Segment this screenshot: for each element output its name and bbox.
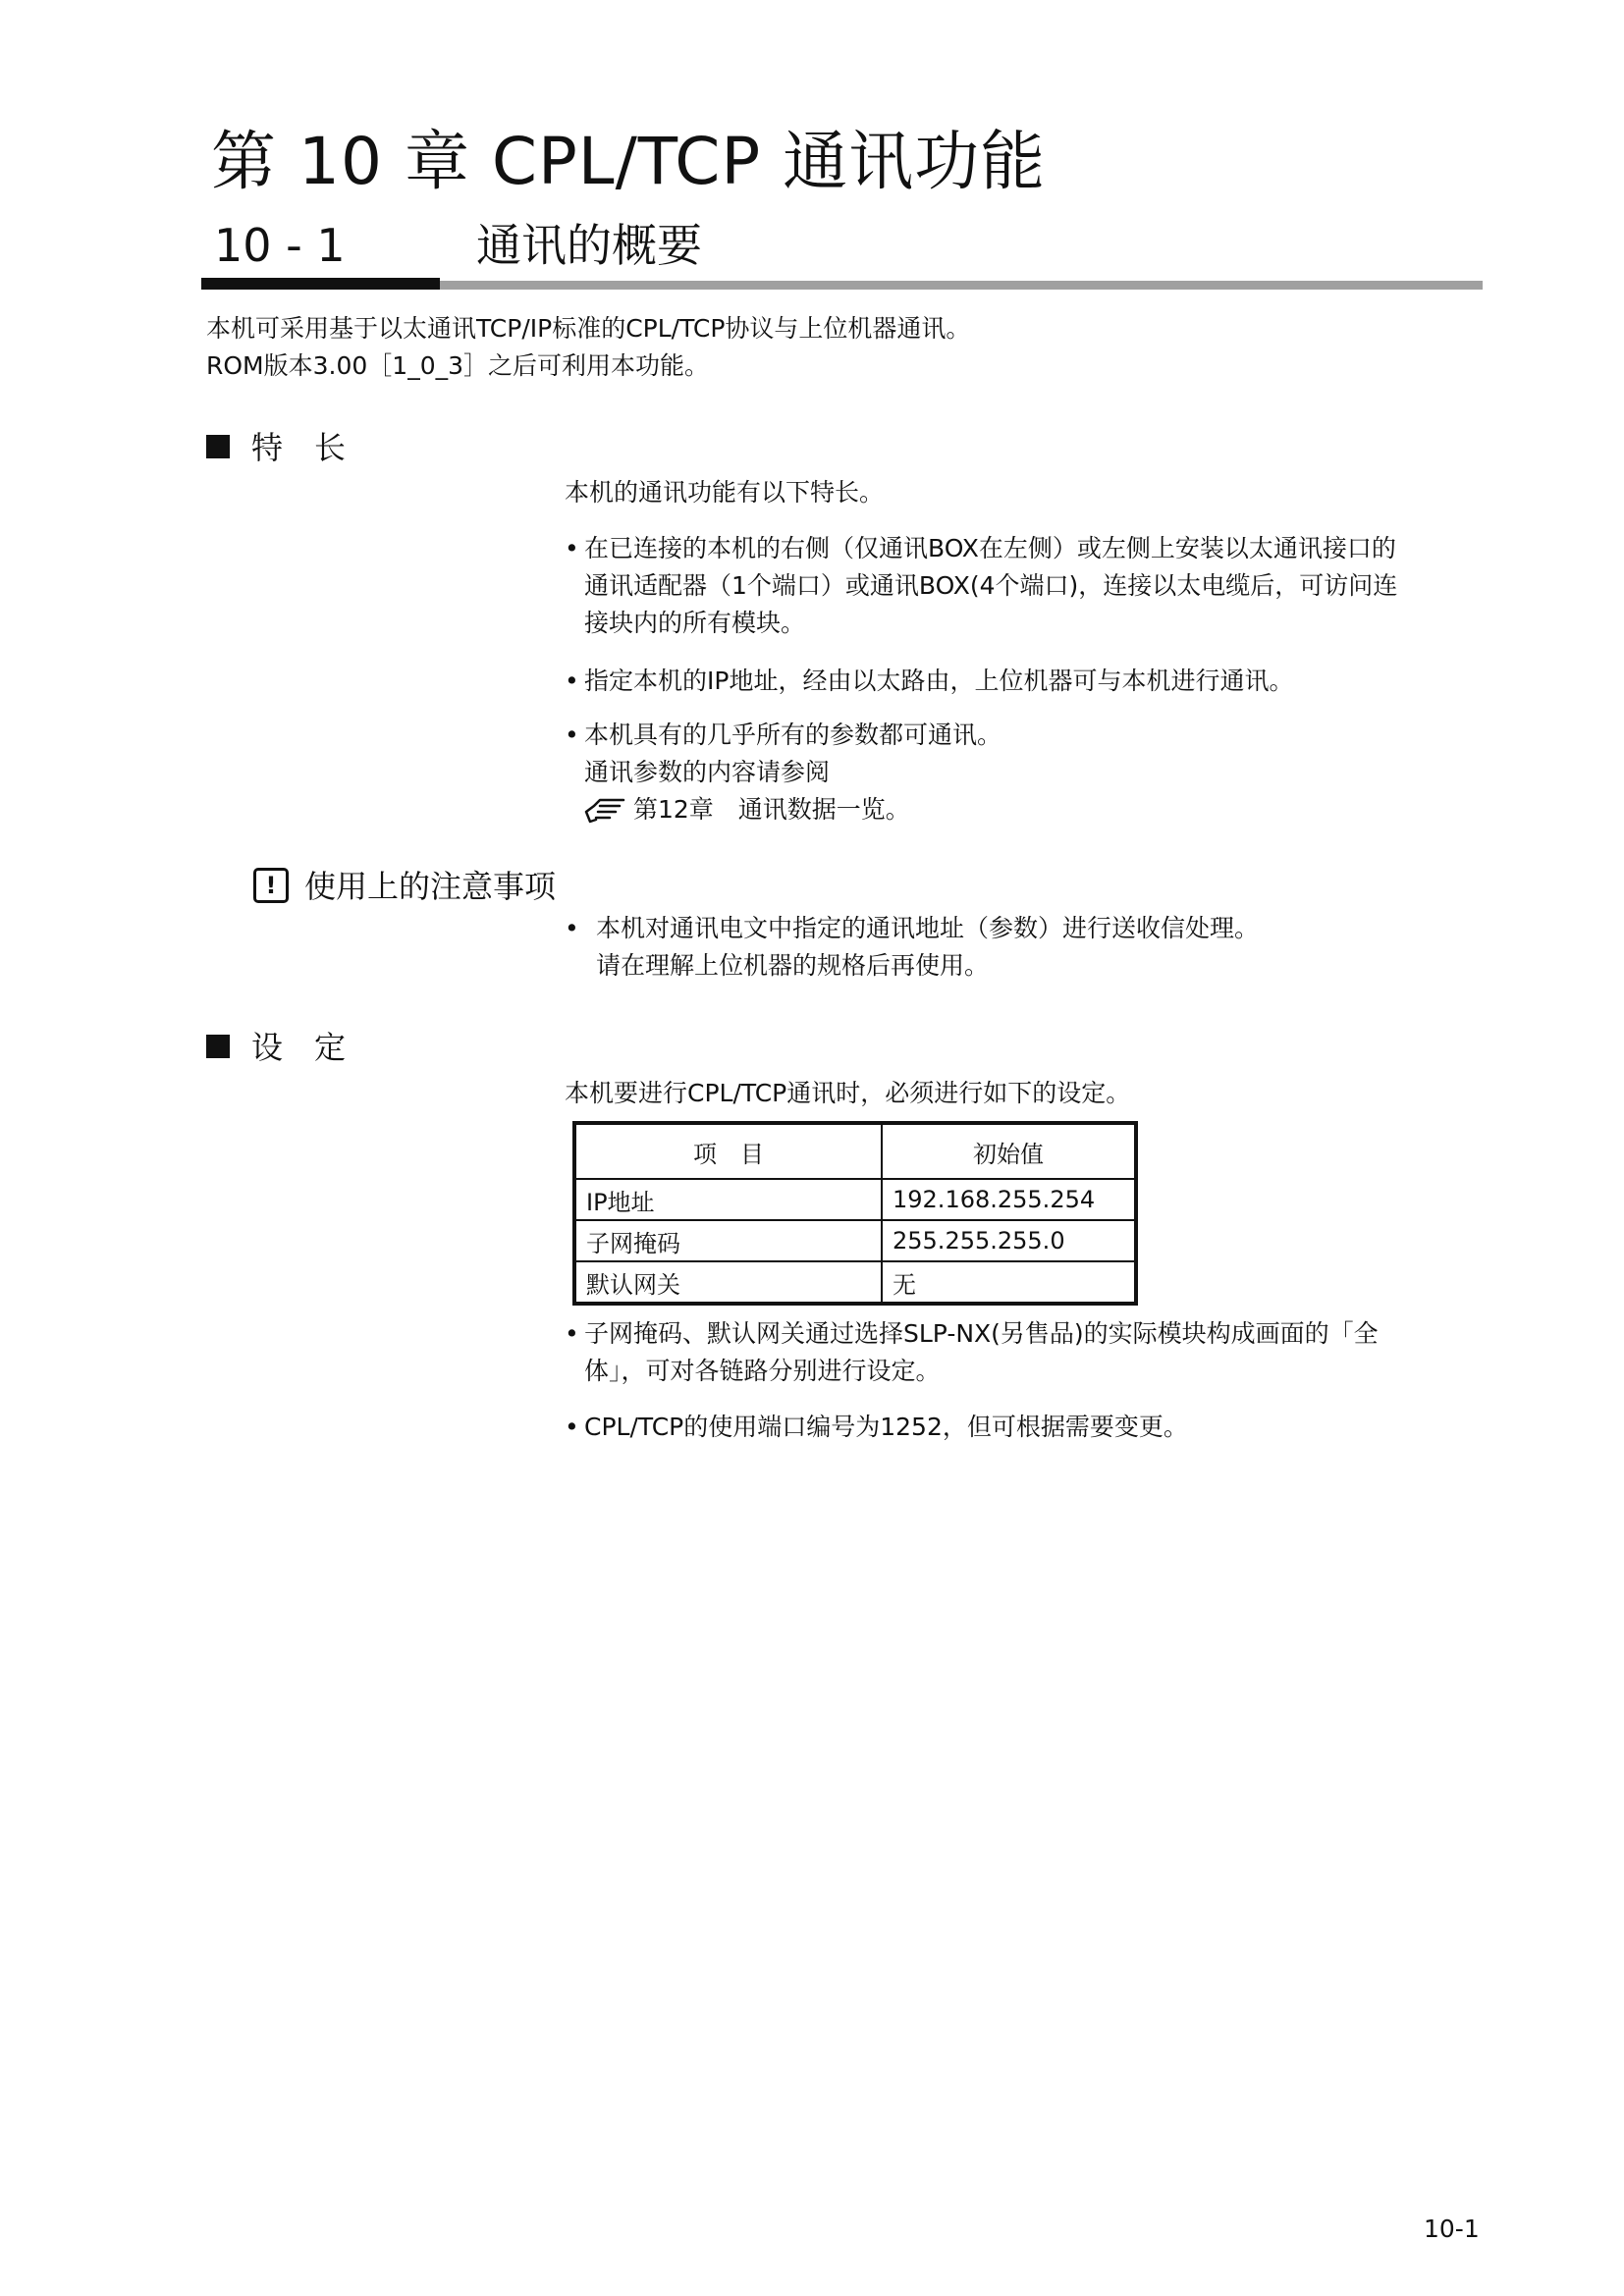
bullet-text: 接块内的所有模块。 <box>584 609 806 637</box>
table-row <box>574 1220 1136 1261</box>
intro-line: ROM版本3.00［1_0_3］之后可利用本功能。 <box>206 351 710 380</box>
bullet-mark: • <box>565 721 579 749</box>
settings-note-1 <box>565 1315 1379 1390</box>
note-text: 体」，可对各链路分别进行设定。 <box>584 1357 941 1385</box>
settings-note-2 <box>565 1409 1188 1446</box>
table-row <box>574 1179 1136 1220</box>
table-cell-value: 192.168.255.254 <box>882 1179 1136 1220</box>
table-cell-item: IP地址 <box>574 1179 882 1220</box>
table-cell-item: 默认网关 <box>574 1261 882 1304</box>
reference-text: 第12章 通讯数据一览。 <box>633 795 910 824</box>
caution-note <box>565 910 1259 985</box>
bullet-mark: • <box>565 534 579 562</box>
bullet-mark: • <box>565 667 579 695</box>
caution-heading-text: 使用上的注意事项 <box>304 868 557 905</box>
table-cell-value: 255.255.255.0 <box>882 1220 1136 1261</box>
table-header-item: 项 目 <box>574 1123 882 1179</box>
chapter-title: 第 10 章 CPL/TCP 通讯功能 <box>211 124 1047 199</box>
page-number: 10-1 <box>1424 2215 1480 2243</box>
features-bullet-1 <box>565 530 1397 642</box>
section-number: 10 - 1 <box>214 219 346 272</box>
square-bullet-icon <box>206 435 230 458</box>
section-rule-light <box>440 281 1483 290</box>
note-text: 子网掩码、默认网关通过选择SLP-NX(另售品)的实际模块构成画面的「全 <box>584 1319 1379 1348</box>
section-title: 通讯的概要 <box>476 219 702 272</box>
features-bullet-3 <box>565 717 1001 828</box>
features-heading-text: 特 长 <box>251 429 347 466</box>
table-header-row <box>574 1123 1136 1179</box>
bullet-mark: • <box>565 914 579 942</box>
table-header-value: 初始值 <box>882 1123 1136 1179</box>
bullet-text: 通讯参数的内容请参阅 <box>584 758 831 786</box>
table-row <box>574 1261 1136 1304</box>
intro-line: 本机可采用基于以太通讯TCP/IP标准的CPL/TCP协议与上位机器通讯。 <box>206 314 971 343</box>
bullet-text: 在已连接的本机的右侧（仅通讯BOX在左侧）或左侧上安装以太通讯接口的 <box>584 534 1396 562</box>
bullet-text: 指定本机的IP地址，经由以太路由，上位机器可与本机进行通讯。 <box>584 667 1294 695</box>
settings-lead: 本机要进行CPL/TCP通讯时，必须进行如下的设定。 <box>565 1079 1131 1107</box>
settings-heading-text: 设 定 <box>251 1029 347 1066</box>
settings-table <box>572 1121 1138 1306</box>
section-rule-dark <box>201 278 440 290</box>
features-heading <box>206 426 346 469</box>
table-cell-item: 子网掩码 <box>574 1220 882 1261</box>
features-bullet-2 <box>565 663 1293 700</box>
table-cell-value: 无 <box>882 1261 1136 1304</box>
bullet-mark: • <box>565 1319 579 1348</box>
features-lead: 本机的通讯功能有以下特长。 <box>565 478 885 507</box>
note-text: CPL/TCP的使用端口编号为1252，但可根据需要变更。 <box>584 1413 1188 1441</box>
caution-heading <box>253 865 556 908</box>
square-bullet-icon <box>206 1035 230 1058</box>
bullet-text: 本机具有的几乎所有的参数都可通讯。 <box>584 721 1002 749</box>
bullet-text: 通讯适配器（1个端口）或通讯BOX(4个端口)，连接以太电缆后，可访问连 <box>584 571 1398 600</box>
pointing-hand-icon <box>584 794 627 824</box>
caution-icon: ! <box>253 868 289 903</box>
intro-paragraph <box>206 310 970 385</box>
bullet-mark: • <box>565 1413 579 1441</box>
caution-text: 本机对通讯电文中指定的通讯地址（参数）进行送收信处理。 <box>596 914 1260 942</box>
settings-heading <box>206 1026 346 1069</box>
caution-text: 请在理解上位机器的规格后再使用。 <box>596 951 990 980</box>
reference-line <box>565 791 1001 828</box>
